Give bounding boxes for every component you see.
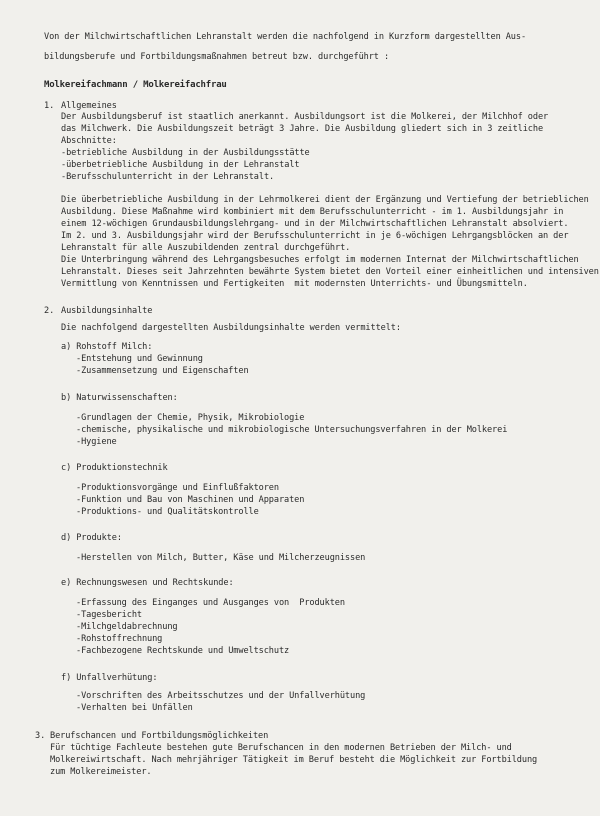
section-1-line: Abschnitte:	[61, 136, 117, 146]
section-3-line: zum Molkereimeister.	[50, 767, 152, 777]
section-1-line: -überbetriebliche Ausbildung in der Lehranstalt	[61, 160, 300, 170]
section-3-line: Für tüchtige Fachleute bestehen gute Berufschancen in den modernen Betrieben der Milch- und	[50, 743, 512, 753]
section-1-line: Der Ausbildungsberuf ist staatlich anerkannt. Ausbildungsort ist die Molkerei, der Milchhof oder	[61, 112, 549, 122]
section-1-line: Vermittlung von Kenntnissen und Fertigkeiten mit modernsten Unterrichts- und Übungsmitteln.	[61, 279, 528, 289]
section-1-line: Im 2. und 3. Ausbildungsjahr wird der Berufsschulunterricht in je 6-wöchigen Lehrgangsblöcken an der	[61, 231, 569, 241]
list-item: -Grundlagen der Chemie, Physik, Mikrobiologie	[76, 413, 305, 423]
list-item: -Milchgeldabrechnung	[76, 622, 178, 632]
subsection-label: c) Produktionstechnik	[61, 463, 168, 473]
subsection-label: d) Produkte:	[61, 533, 122, 543]
section-1-line: -Berufsschulunterricht in der Lehranstalt.	[61, 172, 275, 182]
section-1-line: Ausbildung. Diese Maßnahme wird kombiniert mit dem Berufsschulunterricht - im 1. Ausbildungsjahr in	[61, 207, 564, 217]
list-item: -Herstellen von Milch, Butter, Käse und Milcherzeugnissen	[76, 553, 366, 563]
subsection-label: e) Rechnungswesen und Rechtskunde:	[61, 578, 234, 588]
document-heading: Molkereifachmann / Molkereifachfrau	[44, 80, 227, 90]
list-item: -Entstehung und Gewinnung	[76, 354, 203, 364]
subsection-label: f) Unfallverhütung:	[61, 673, 158, 683]
section-2-number: 2.	[44, 306, 55, 316]
list-item: -Rohstoffrechnung	[76, 634, 163, 644]
section-1-line: Lehranstalt. Dieses seit Jahrzehnten bewährte System bietet den Vorteil einer einheitlichen und intensiven	[61, 267, 599, 277]
list-item: -Tagesbericht	[76, 610, 142, 620]
section-3-title: Berufschancen und Fortbildungsmöglichkeiten	[50, 731, 269, 741]
intro-line-1: Von der Milchwirtschaftlichen Lehranstalt werden die nachfolgend in Kurzform dargestellten Aus-	[44, 32, 527, 42]
section-1-line: einem 12-wöchigen Grundausbildungslehrgang- und in der Milchwirtschaftlichen Lehranstalt absolviert.	[61, 219, 569, 229]
list-item: -Produktionsvorgänge und Einflußfaktoren	[76, 483, 279, 493]
list-item: -Zusammensetzung und Eigenschaften	[76, 366, 249, 376]
section-1-line: Die überbetriebliche Ausbildung in der Lehrmolkerei dient der Ergänzung und Vertiefung der betrieblichen	[61, 195, 589, 205]
section-2-title: Ausbildungsinhalte	[61, 306, 153, 316]
list-item: -Fachbezogene Rechtskunde und Umweltschutz	[76, 646, 290, 656]
subsection-label: b) Naturwissenschaften:	[61, 393, 178, 403]
section-3-line: Molkereiwirtschaft. Nach mehrjähriger Tätigkeit im Beruf besteht die Möglichkeit zur Fortbildung	[50, 755, 538, 765]
list-item: -chemische, physikalische und mikrobiologische Untersuchungsverfahren in der Molkerei	[76, 425, 508, 435]
section-3-number: 3.	[35, 731, 46, 741]
list-item: -Erfassung des Einganges und Ausganges von Produkten	[76, 598, 345, 608]
list-item: -Verhalten bei Unfällen	[76, 703, 193, 713]
subsection-label: a) Rohstoff Milch:	[61, 342, 153, 352]
list-item: -Vorschriften des Arbeitsschutzes und der Unfallverhütung	[76, 691, 366, 701]
list-item: -Hygiene	[76, 437, 117, 447]
section-1-number: 1.	[44, 101, 55, 111]
section-2-intro: Die nachfolgend dargestellten Ausbildungsinhalte werden vermittelt:	[61, 323, 401, 333]
section-1-line: -betriebliche Ausbildung in der Ausbildungsstätte	[61, 148, 310, 158]
section-1-line: Lehranstalt für alle Auszubildenden zentral durchgeführt.	[61, 243, 351, 253]
list-item: -Produktions- und Qualitätskontrolle	[76, 507, 259, 517]
intro-line-2: bildungsberufe und Fortbildungsmaßnahmen betreut bzw. durchgeführt :	[44, 52, 390, 62]
list-item: -Funktion und Bau von Maschinen und Apparaten	[76, 495, 305, 505]
section-1-line: Die Unterbringung während des Lehrgangsbesuches erfolgt im modernen Internat der Milchwirtschaftlichen	[61, 255, 579, 265]
section-1-line: das Milchwerk. Die Ausbildungszeit beträgt 3 Jahre. Die Ausbildung gliedert sich in 3 zeitliche	[61, 124, 544, 134]
section-1-title: Allgemeines	[61, 101, 117, 111]
